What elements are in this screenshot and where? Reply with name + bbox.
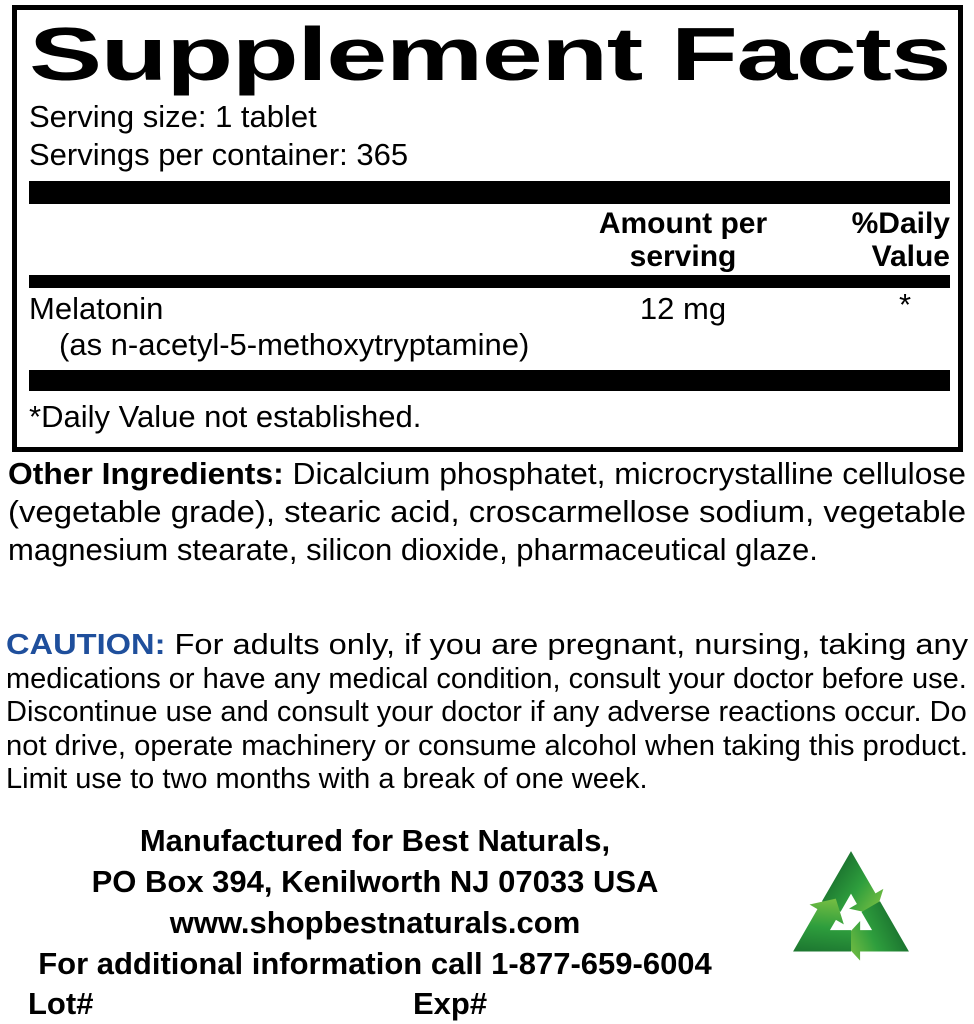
manufacturer-line: Manufactured for Best Naturals,	[139, 823, 611, 858]
other-ingredients-line: (vegetable grade), stearic acid, croscarmellose sodium, vegetable	[8, 494, 966, 529]
ingredient-daily-value: *	[898, 287, 912, 322]
other-ingredients-label: Other Ingredients:	[8, 456, 284, 491]
caution-text: For adults only, if you are pregnant, nursing, taking any	[174, 629, 969, 661]
servings-per-container-line: Servings per container: 365	[29, 137, 409, 172]
supplement-facts-panel	[12, 5, 963, 452]
manufacturer-block	[15, 820, 735, 984]
lot-label: Lot#	[28, 986, 94, 1021]
divider-bar-bottom	[29, 370, 950, 391]
recycle-icon	[772, 842, 930, 994]
caution-label: CAUTION:	[6, 629, 166, 661]
caution-line: Limit use to two months with a break of one week.	[6, 763, 648, 795]
amount-header-line1: Amount per	[598, 207, 768, 240]
other-ingredients-text: Dicalcium phosphatet, microcrystalline cellulose	[292, 456, 966, 491]
other-ingredients-line	[8, 455, 966, 493]
caution-line	[6, 629, 968, 663]
dv-header-line2: Value	[871, 240, 950, 273]
other-ingredients-line: magnesium stearate, silicon dioxide, pharmaceutical glaze.	[8, 532, 818, 567]
divider-bar-middle	[29, 275, 950, 288]
ingredient-name: Melatonin	[29, 291, 164, 326]
other-ingredients-paragraph	[8, 455, 966, 569]
caution-paragraph	[6, 629, 968, 797]
address-line: PO Box 394, Kenilworth NJ 07033 USA	[91, 864, 659, 899]
caution-line: Discontinue use and consult your doctor if any adverse reactions occur. Do	[6, 696, 967, 728]
table-row	[29, 287, 950, 327]
caution-line: medications or have any medical condition, consult your doctor before use.	[6, 662, 967, 695]
phone-line: For additional information call 1-877-659-6004	[38, 946, 712, 981]
page-title: Supplement Facts	[29, 12, 950, 96]
dv-header-line1: %Daily	[851, 207, 950, 240]
daily-value-footnote: *Daily Value not established.	[29, 399, 422, 434]
column-headers	[29, 207, 950, 275]
ingredient-source-line: (as n-acetyl-5-methoxytryptamine)	[59, 327, 530, 362]
panel-title-row	[29, 12, 950, 98]
lot-exp-row	[28, 986, 728, 1022]
column-header-daily-value	[830, 207, 950, 273]
exp-label: Exp#	[413, 986, 488, 1021]
caution-line: not drive, operate machinery or consume alcohol when taking this product.	[6, 729, 968, 762]
divider-bar-top	[29, 181, 950, 204]
website-line: www.shopbestnaturals.com	[169, 905, 581, 940]
amount-header-line2: serving	[629, 240, 737, 273]
ingredient-amount: 12 mg	[639, 291, 727, 326]
serving-size-line: Serving size: 1 tablet	[29, 99, 317, 134]
column-header-amount-per-serving	[558, 207, 808, 273]
